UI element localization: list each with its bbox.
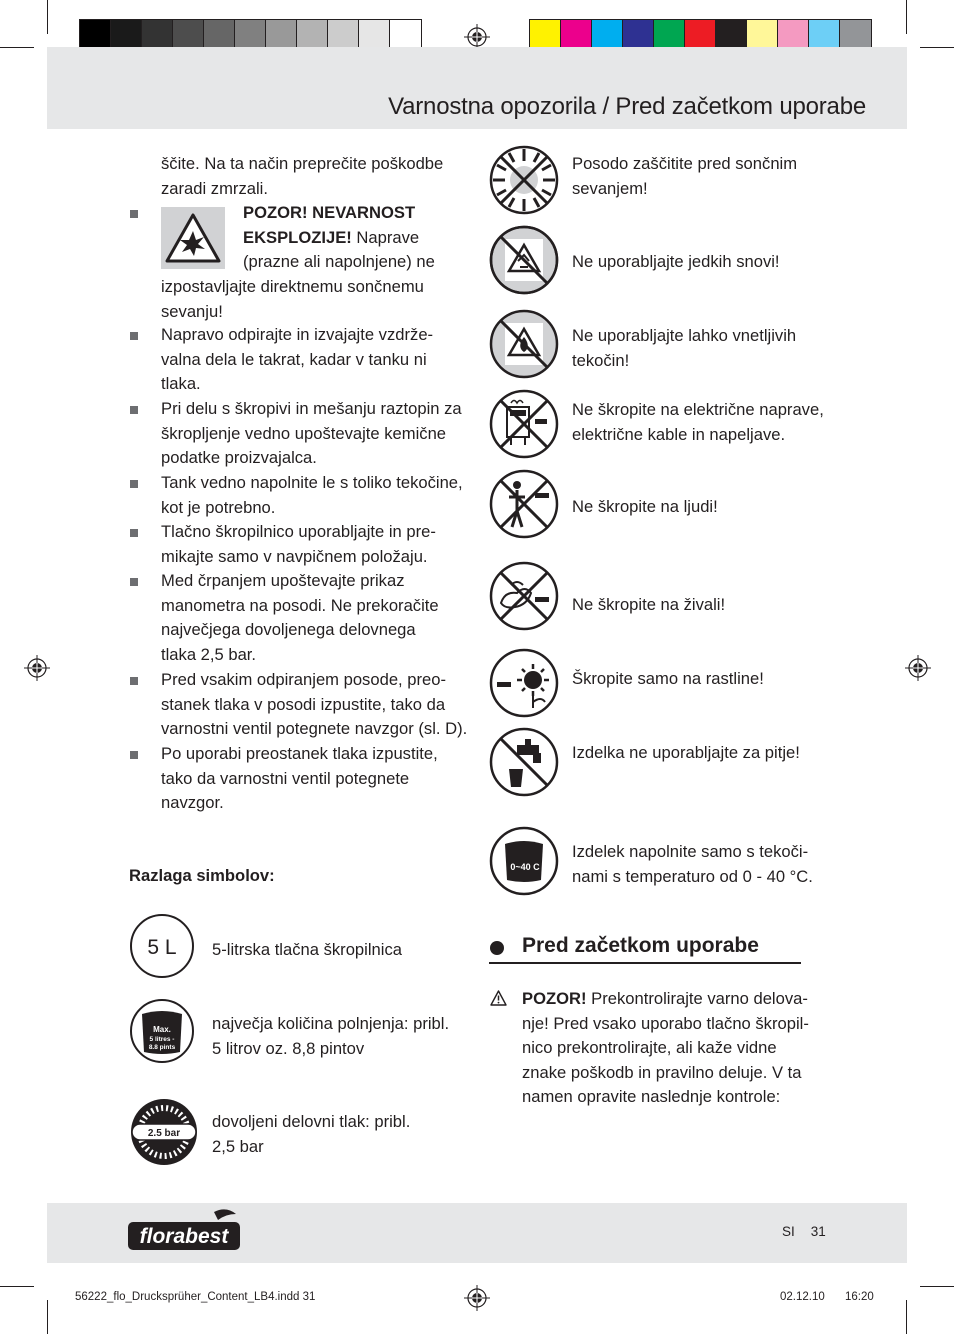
- bullet-marker: [130, 332, 138, 340]
- symbol-description: Ne škropite na ljudi!: [572, 497, 718, 516]
- section-underline: [489, 962, 801, 964]
- slug-time: 16:20: [845, 1291, 874, 1303]
- svg-text:2.5 bar: 2.5 bar: [147, 1128, 181, 1139]
- intro-text: ščite. Na ta način preprečite poškodbe zaradi zmrzali.: [161, 154, 444, 198]
- color-swatch: [142, 20, 173, 49]
- bullet-marker: [130, 751, 138, 759]
- registration-mark-icon: [24, 655, 50, 681]
- section-title: Pred začetkom uporabe: [522, 934, 759, 957]
- safety-bullet-text: Pri delu s škropivi in mešanju raztopin za škropljenje vedno upoštevajte kemične podatke proizvajalca.: [161, 399, 462, 467]
- crop-mark: [920, 47, 954, 48]
- color-swatch: [359, 20, 390, 49]
- crop-mark: [920, 1286, 954, 1287]
- symbol-description: Ne uporabljajte lahko vnetljivih tekočin!: [572, 326, 797, 370]
- color-swatch: [685, 20, 716, 49]
- safety-bullet-text: Pred vsakim odpiranjem posode, preo- stanek tlaka v posodi izpustite, tako da varnostni ventil potegnete navzgor (sl. D).: [161, 670, 468, 738]
- symbol-description: dovoljeni delovni tlak: pribl. 2,5 bar: [212, 1112, 411, 1156]
- svg-text:florabest: florabest: [139, 1225, 229, 1248]
- explosion-warning-text: POZOR! NEVARNOST EKSPLOZIJE! Naprave (prazne ali napolnjene) ne: [243, 203, 435, 271]
- symbol-description: Škropite samo na rastline!: [572, 669, 764, 688]
- svg-text:8.8 pints: 8.8 pints: [148, 1044, 176, 1051]
- color-swatch: [654, 20, 685, 49]
- color-swatch: [561, 20, 592, 49]
- svg-text:0~40 C: 0~40 C: [510, 862, 540, 872]
- warning-triangle-icon: [490, 990, 507, 1006]
- color-swatch: [173, 20, 204, 49]
- crop-mark: [0, 47, 34, 48]
- symbol-description: Ne škropite na električne naprave, električne kable in napeljave.: [572, 400, 824, 444]
- color-swatch: [592, 20, 623, 49]
- safety-bullet-text: Po uporabi preostanek tlaka izpustite, tako da varnostni ventil potegnete navzgor.: [161, 744, 438, 812]
- explosion-warning-text-cont: izpostavljajte direktnemu sončnemu sevanju!: [161, 277, 424, 321]
- capacity-5l-icon: [129, 913, 195, 979]
- color-swatch: [80, 20, 111, 49]
- safety-bullet-text: Napravo odpirajte in izvajajte vzdrže- valna dela le takrat, kadar v tanku ni tlaka.: [161, 325, 434, 393]
- color-swatch: [747, 20, 778, 49]
- svg-text:5 L: 5 L: [147, 936, 177, 959]
- bullet-marker: [130, 677, 138, 685]
- florabest-logo: [126, 1208, 242, 1252]
- plants-only-icon: [489, 648, 559, 718]
- slug-filename: 56222_flo_Drucksprüher_Content_LB4.indd 31: [75, 1291, 316, 1303]
- bullet-marker: [130, 480, 138, 488]
- safety-bullet-text: Tank vedno napolnite le s toliko tekočine, kot je potrebno.: [161, 473, 463, 517]
- color-swatch: [716, 20, 747, 49]
- symbol-description: Izdelka ne uporabljajte za pitje!: [572, 743, 800, 762]
- symbol-description: največja količina polnjenja: pribl. 5 litrov oz. 8,8 pintov: [212, 1014, 450, 1058]
- gray-swatch-bar: [79, 19, 422, 50]
- symbol-description: 5-litrska tlačna škropilnica: [212, 940, 402, 959]
- crop-mark: [47, 0, 48, 34]
- page-number: SI 31: [782, 1224, 826, 1239]
- bullet-marker: [130, 578, 138, 586]
- no-people-icon: [489, 469, 559, 539]
- color-swatch: [530, 20, 561, 49]
- color-swatch: [623, 20, 654, 49]
- color-swatch: [809, 20, 840, 49]
- crop-mark: [47, 1300, 48, 1334]
- page-title: Varnostna opozorila / Pred začetkom uporabe: [388, 93, 866, 120]
- crop-mark: [906, 1300, 907, 1334]
- crop-mark: [906, 0, 907, 34]
- color-swatch: [235, 20, 266, 49]
- symbol-description: Ne uporabljajte jedkih snovi!: [572, 252, 780, 271]
- no-flammable-icon: [489, 309, 559, 379]
- color-swatch: [390, 20, 421, 49]
- warning-paragraph: POZOR! Prekontrolirajte varno delova- nje! Pred vsako uporabo tlačno škropil- nico prekontrolirajte, ali kaže vidne znake poškodb in pravilno deluje. V ta namen opravite naslednje kontrole:: [522, 989, 809, 1106]
- no-animals-icon: [489, 561, 559, 631]
- symbols-heading: Razlaga simbolov:: [129, 866, 275, 885]
- symbol-description: Posodo zaščitite pred sončnim sevanjem!: [572, 154, 798, 198]
- no-electrical-icon: [489, 389, 559, 459]
- not-drinking-icon: [489, 727, 559, 797]
- registration-mark-icon: [464, 1285, 490, 1311]
- bullet-marker: [130, 210, 138, 218]
- color-swatch: [266, 20, 297, 49]
- color-swatch: [778, 20, 809, 49]
- bullet-marker: [130, 406, 138, 414]
- color-swatch: [204, 20, 235, 49]
- explosion-warning-icon: [161, 207, 225, 269]
- bullet-marker: [130, 529, 138, 537]
- color-swatch: [840, 20, 871, 49]
- registration-mark-icon: [905, 655, 931, 681]
- color-swatch-bar: [529, 19, 872, 50]
- slug-date: 02.12.10: [780, 1291, 825, 1303]
- no-sun-icon: [489, 145, 559, 215]
- temperature-icon: [489, 826, 559, 896]
- crop-mark: [0, 1286, 34, 1287]
- safety-bullet-text: Med črpanjem upoštevajte prikaz manometra na posodi. Ne prekoračite največjega dovoljenega delovnega tlaka 2,5 bar.: [161, 571, 439, 664]
- svg-text:Max.: Max.: [153, 1025, 171, 1034]
- safety-bullet-text: Tlačno škropilnico uporabljajte in pre- mikajte samo v navpičnem položaju.: [161, 522, 436, 566]
- svg-text:5 litres -: 5 litres -: [149, 1036, 175, 1043]
- max-fill-icon: [129, 998, 195, 1064]
- pressure-gauge-icon: [129, 1097, 199, 1167]
- color-swatch: [328, 20, 359, 49]
- symbol-description: Ne škropite na živali!: [572, 595, 726, 614]
- symbol-description: Izdelek napolnite samo s tekoči- nami s temperaturo od 0 - 40 °C.: [572, 842, 813, 886]
- section-bullet: [490, 941, 504, 955]
- no-corrosive-icon: [489, 225, 559, 295]
- color-swatch: [111, 20, 142, 49]
- color-swatch: [297, 20, 328, 49]
